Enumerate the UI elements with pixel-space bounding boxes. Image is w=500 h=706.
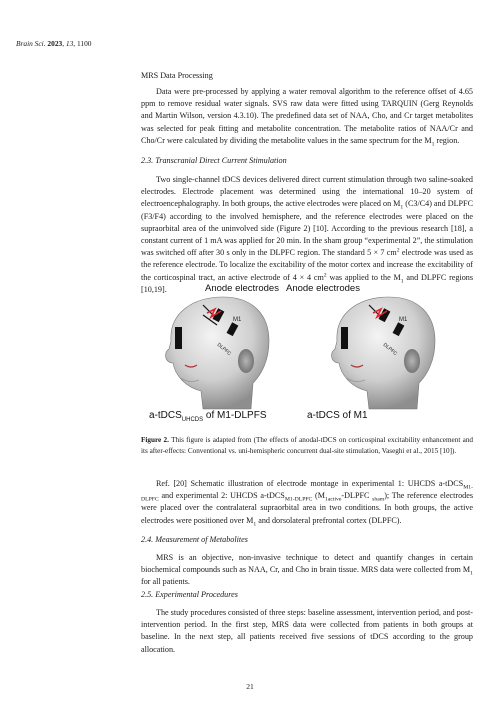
caption-text: This figure is adapted from (The effects of anodal-tDCS on corticospinal excitability enhancement and its after-effects: Conventional vs. uni-hemispheric concurrent dual-site stimulation, Vaseghi et al., 2015 [10]). (141, 436, 474, 455)
ref-paragraph-section (141, 478, 473, 527)
head-illustrations (141, 283, 473, 428)
right-anode-label: Anode electrodes (286, 283, 360, 294)
procedures-paragraph: The study procedures consisted of three steps: baseline assessment, intervention period, and post-intervention period. In the first step, MRS data were collected from patients in both groups at baseline. In the next step, all patients received five sessions of tDCS according to the group allocation. (141, 608, 473, 654)
left-head (166, 297, 269, 409)
procedures-title: 2.5. Experimental Procedures (141, 590, 238, 599)
journal-year: 2023 (47, 39, 63, 48)
mrs-processing-paragraph: Data were pre-processed by applying a water removal algorithm to the reference offset of 4.65 ppm to remove residual water signals. SVS raw data were fitted using TARQUIN (Gerg Reynolds and Martin Wilson, version 4.3.10). The predefined data set of NAA, Cho, and Cr target metabolites was selected for peak fitting and metabolite concentration. The metabolite ratios of NAA/Cr and Cho/Cr were calculated by dividing the metabolite values in the same spectrum for the $M_1$ region. (141, 87, 473, 148)
mrs-processing-section (141, 70, 473, 147)
left-m1-label: M1 (233, 317, 242, 323)
metabolites-title: 2.4. Measurement of Metabolites (141, 535, 248, 544)
figure-2-illustration (141, 283, 473, 428)
left-bottom-label: a-tDCS$_{UHCDS}$ of M1-DLPFS (149, 410, 267, 423)
procedures-section (141, 589, 473, 656)
mrs-processing-title: MRS Data Processing (141, 71, 213, 80)
metabolites-paragraph: MRS is an objective, non-invasive technique to detect and quantify changes in certain biochemical compounds such as NAA, Cr, and Cho in brain tissue. MRS data were collected from $M_1$ for all patients. (141, 553, 473, 587)
figure-caption (141, 435, 473, 457)
left-dlpfc-label: DLPFC (215, 341, 233, 358)
right-dlpfc-label: DLPFC (381, 341, 399, 358)
tdcs-section-title: 2.3. Transcranial Direct Current Stimulation (141, 156, 287, 165)
journal-volume: 13 (65, 39, 74, 48)
tdcs-section (141, 155, 473, 296)
tdcs-paragraph: Two single-channel tDCS devices delivered direct current stimulation through two saline-soaked electrodes. Electrode placement was determined using the international 10–20 system of electroencephalography. In both groups, the active electrodes were placed on $M_1$ (C3/C4) and DLPFC (F3/F4) according to the involved hemisphere, and the reference electrodes were placed on the supraorbital area of the uninvolved side (Figure 2) [10]. According to the previous research [18], a constant current of 1 mA was applied for 20 min. In the sham group “experimental 2”, the stimulation was switched off after 30 s only in the DLPFC region. The standard 5 × 7 $cm^2$ electrode was used as the reference electrode. To localize the excitability of the motor cortex and increase the excitability of the corticospinal tract, an active electrode of 4 × 4 $cm^2$ was applied to the $M_1$ and DLPFC regions [10,19]. (141, 175, 474, 294)
right-bottom-label: a-tDCS of M1 (307, 410, 368, 421)
right-m1-label: M1 (399, 317, 408, 323)
ref-paragraph: Ref. [20] Schematic illustration of electrode montage in experimental 1: UHCDS a-tDCS$_{M1-DLPFC}$ and experimental 2: UHCDS a-tDCS$_{M1-DLPFC}$ ($M_{1active}$-DLPFC $_{sham}$); The reference electrodes were placed over the contralateral supraorbital area in two conditions. In both groups, the active electrodes were positioned over $M_1$ and dorsolateral prefrontal cortex (DLPFC). (141, 479, 474, 528)
journal-page: , 1100 (73, 39, 92, 48)
metabolites-section (141, 534, 473, 589)
journal-name: Brain Sci. (16, 39, 46, 48)
running-header: Brain Sci. 2023, 13, 1100 (16, 39, 92, 48)
left-anode-label: Anode electrodes (205, 283, 279, 294)
caption-label: Figure 2. (141, 436, 169, 444)
page-number: 21 (246, 682, 254, 691)
right-head (332, 297, 435, 409)
